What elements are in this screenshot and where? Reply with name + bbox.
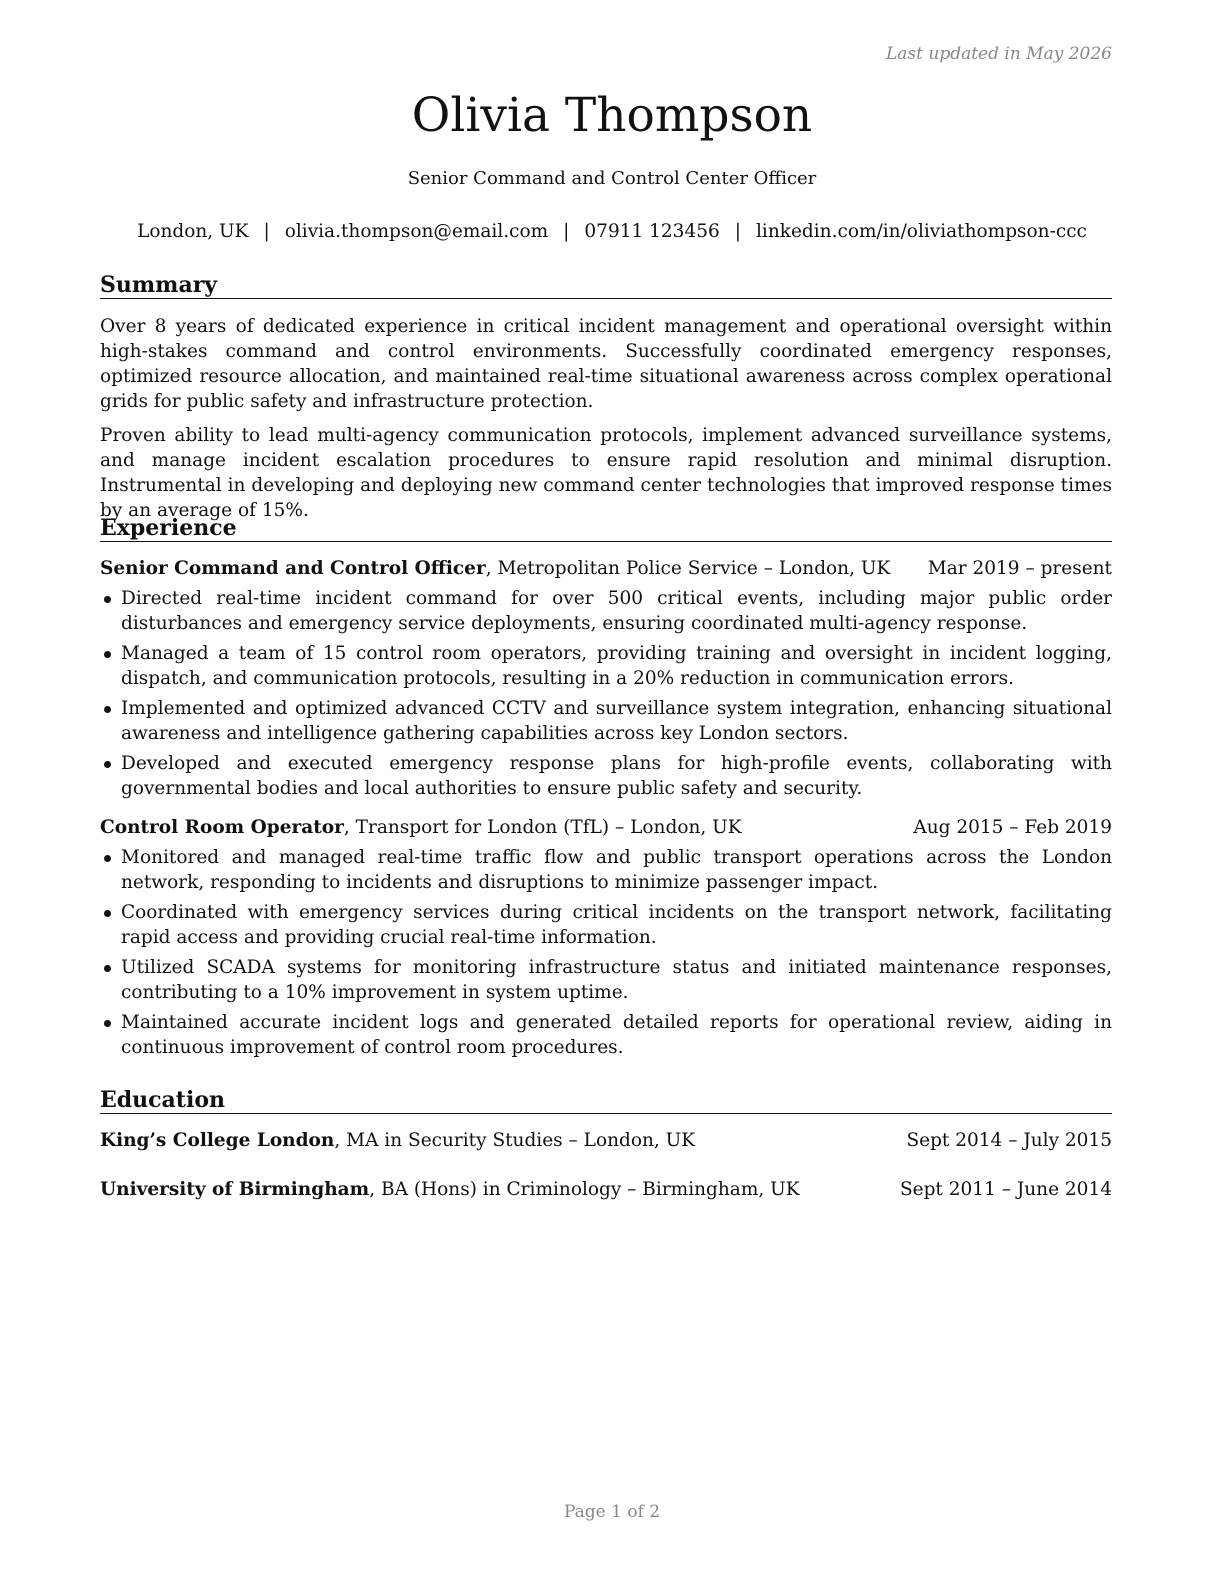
education-school: University of Birmingham	[100, 1179, 370, 1200]
education-degree: , MA in Security Studies – London, UK	[334, 1130, 696, 1151]
education-entry	[100, 1128, 1112, 1154]
education-dates: Sept 2011 – June 2014	[899, 1179, 1112, 1200]
contact-location: London, UK	[137, 221, 249, 242]
contact-separator: |	[563, 221, 570, 242]
education-degree: , BA (Hons) in Criminology – Birmingham, UK	[369, 1179, 800, 1200]
bullet-icon	[104, 651, 111, 658]
contact-separator: |	[263, 221, 270, 242]
contact-line	[0, 219, 1224, 245]
section-title-education: Education	[100, 1087, 1112, 1114]
summary-paragraph: Over 8 years of dedicated experience in critical incident management and operational oversight within high-stakes command and control environments. Successfully coordinated emergency responses, optimized resource allocation, and maintained real-time situational awareness across complex operational grids for public safety and infrastructure protection.	[100, 316, 1112, 412]
bullet-item	[100, 900, 1112, 950]
section-title-experience: Experience	[100, 515, 1112, 542]
job-bullets	[100, 586, 1112, 801]
bullet-icon	[104, 761, 111, 768]
job-dates: Mar 2019 – present	[927, 558, 1112, 579]
job-role: Senior Command and Control Officer	[100, 558, 486, 579]
bullet-text: Maintained accurate incident logs and generated detailed reports for operational review, aiding in continuous improvement of control room procedures.	[121, 1012, 1112, 1058]
bullet-text: Developed and executed emergency response plans for high-profile events, collaborating with governmental bodies and local authorities to ensure public safety and security.	[121, 753, 1112, 799]
job-bullets	[100, 845, 1112, 1060]
education-dates: Sept 2014 – July 2015	[906, 1130, 1112, 1151]
job-entry	[100, 815, 1112, 1060]
summary-section	[100, 272, 1112, 523]
bullet-text: Utilized SCADA systems for monitoring infrastructure status and initiated maintenance responses, contributing to a 10% improvement in system uptime.	[121, 957, 1112, 1003]
last-updated-note: Last updated in May 2026	[885, 44, 1112, 64]
candidate-name: Olivia Thompson	[411, 88, 813, 143]
bullet-item	[100, 696, 1112, 746]
section-title-summary: Summary	[100, 272, 1112, 299]
bullet-text: Coordinated with emergency services during critical incidents on the transport network, facilitating rapid access and providing crucial real-time information.	[121, 902, 1112, 948]
bullet-icon	[104, 855, 111, 862]
job-role: Control Room Operator	[100, 817, 344, 838]
bullet-item	[100, 845, 1112, 895]
bullet-text: Managed a team of 15 control room operators, providing training and oversight in incident logging, dispatch, and communication protocols, resulting in a 20% reduction in communication errors.	[121, 643, 1112, 689]
bullet-text: Directed real-time incident command for over 500 critical events, including major public order disturbances and emergency service deployments, ensuring coordinated multi-agency response.	[121, 588, 1112, 634]
summary-paragraph: Proven ability to lead multi-agency communication protocols, implement advanced surveillance systems, and manage incident escalation procedures to ensure rapid resolution and minimal disruption. Instrumental in developing and deploying new command center technologies that improved response times by an average of 15%.	[100, 425, 1112, 521]
job-entry	[100, 556, 1112, 801]
bullet-text: Monitored and managed real-time traffic flow and public transport operations across the London network, responding to incidents and disruptions to minimize passenger impact.	[121, 847, 1112, 893]
bullet-icon	[104, 1020, 111, 1027]
bullet-item	[100, 586, 1112, 636]
education-entry	[100, 1177, 1112, 1203]
candidate-headline: Senior Command and Control Center Officer	[407, 168, 817, 189]
contact-linkedin[interactable]: linkedin.com/in/oliviathompson-ccc	[756, 221, 1087, 242]
contact-separator: |	[734, 221, 741, 242]
bullet-item	[100, 955, 1112, 1005]
education-section	[100, 1087, 1112, 1203]
bullet-icon	[104, 706, 111, 713]
bullet-icon	[104, 910, 111, 917]
contact-email[interactable]: olivia.thompson@email.com	[284, 221, 549, 242]
bullet-item	[100, 1010, 1112, 1060]
bullet-icon	[104, 965, 111, 972]
education-school: King’s College London	[100, 1130, 335, 1151]
bullet-icon	[104, 596, 111, 603]
bullet-item	[100, 641, 1112, 691]
bullet-text: Implemented and optimized advanced CCTV and surveillance system integration, enhancing situational awareness and intelligence gathering capabilities across key London sectors.	[121, 698, 1112, 744]
contact-phone: 07911 123456	[584, 221, 720, 242]
experience-section	[100, 515, 1112, 1065]
job-employer: , Metropolitan Police Service – London, UK	[485, 558, 891, 579]
page-number: Page 1 of 2	[563, 1502, 661, 1522]
job-dates: Aug 2015 – Feb 2019	[913, 817, 1112, 838]
job-header	[100, 556, 1112, 582]
bullet-item	[100, 751, 1112, 801]
job-header	[100, 815, 1112, 841]
job-employer: , Transport for London (TfL) – London, UK	[343, 817, 742, 838]
